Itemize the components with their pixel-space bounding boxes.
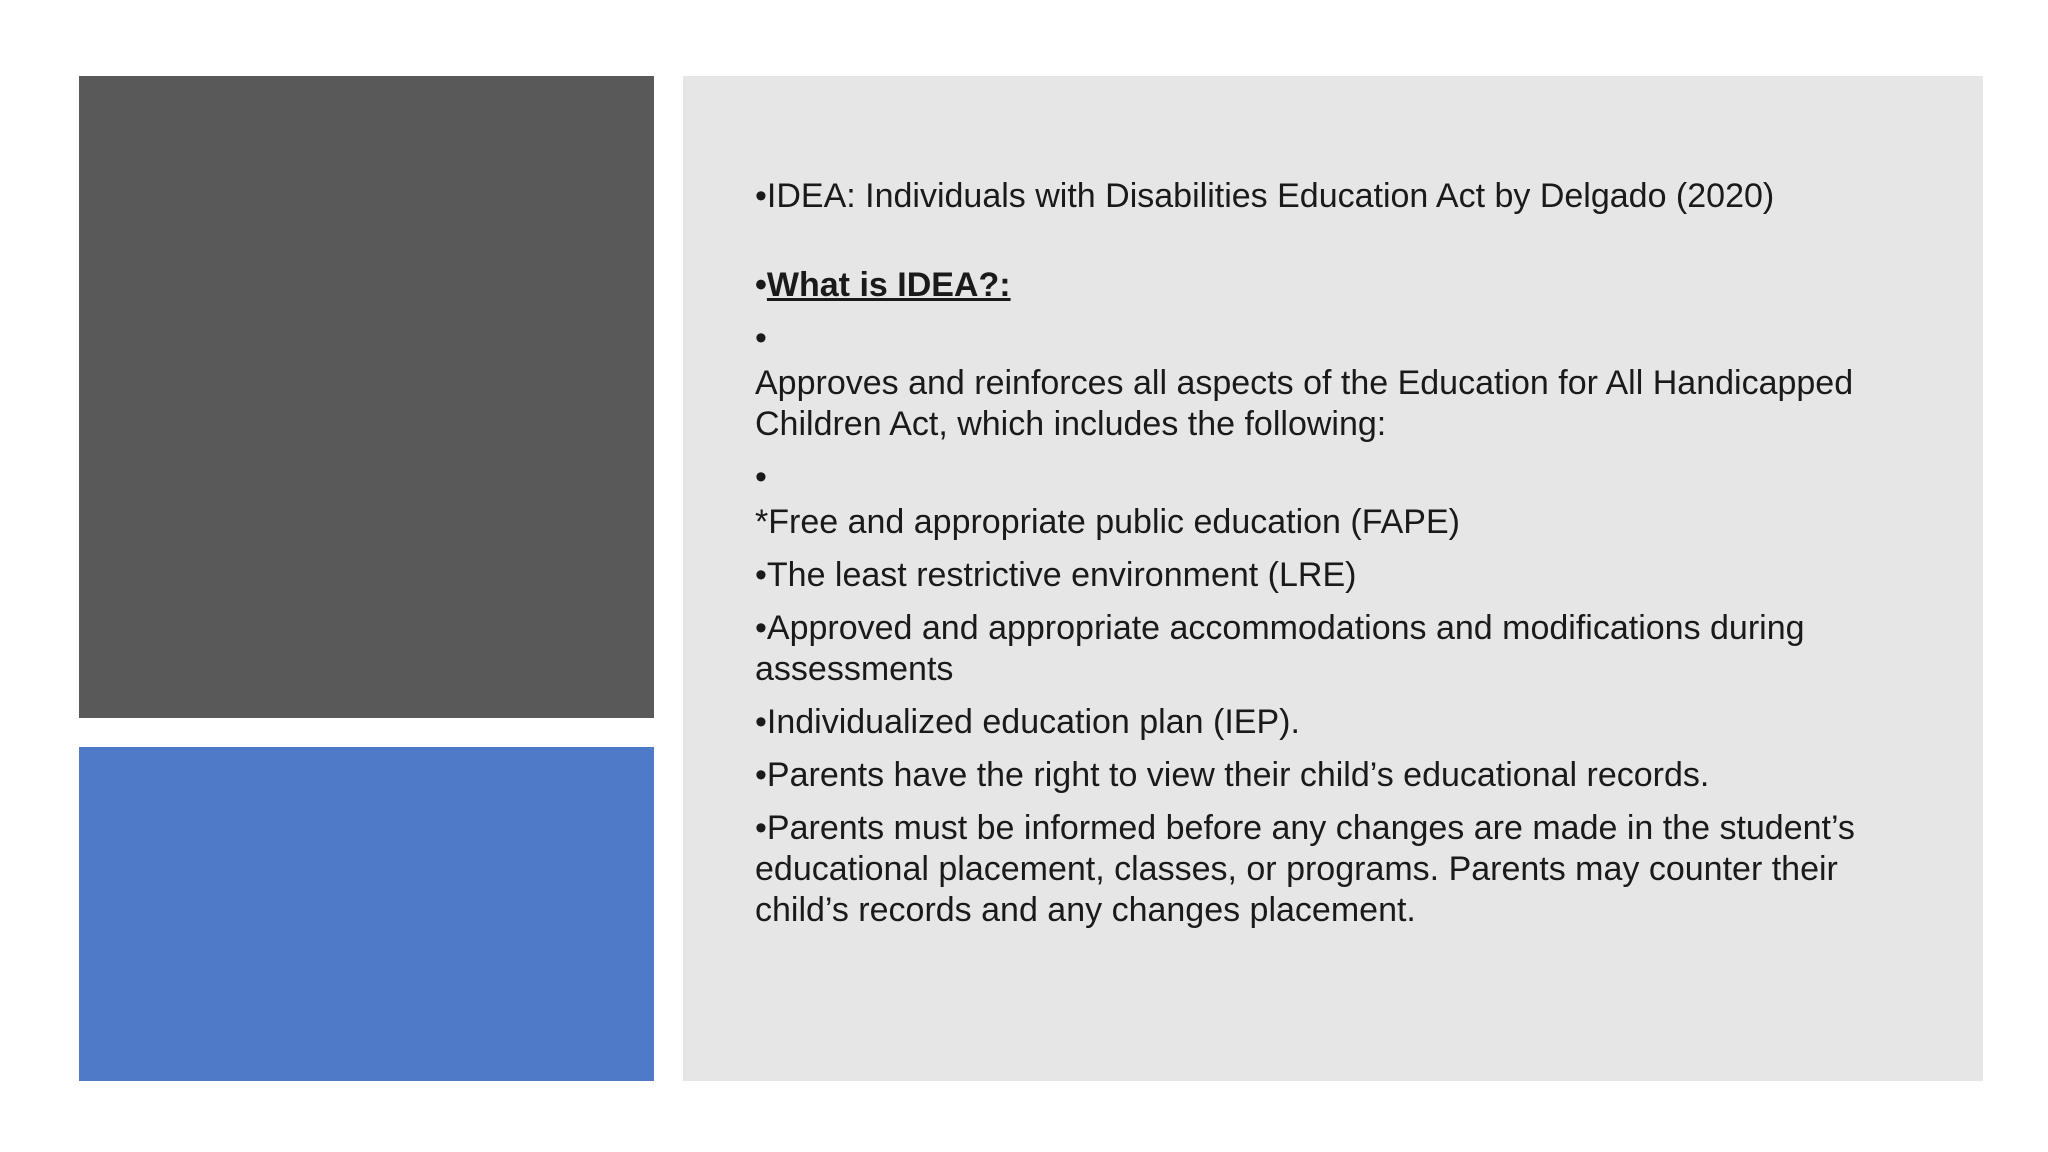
subheading bbox=[755, 265, 1935, 306]
list-item-records: •Parents have the right to view their child’s educational records. bbox=[755, 756, 1710, 794]
empty-bullet-2: • bbox=[755, 458, 767, 496]
blue-decorative-block bbox=[79, 747, 654, 1081]
list-item-informed: •Parents must be informed before any changes are made in the student’s educational placement, classes, or programs. Parents may counter their child’s records and any changes placement. bbox=[755, 809, 1855, 929]
source-line: •IDEA: Individuals with Disabilities Education Act by Delgado (2020) bbox=[755, 177, 1775, 215]
approves-paragraph: Approves and reinforces all aspects of the Education for All Handicapped Children Act, which includes the following: bbox=[755, 364, 1854, 443]
list-item-fape: *Free and appropriate public education (FAPE) bbox=[755, 503, 1460, 541]
list-item-accommodations: •Approved and appropriate accommodations and modifications during assessments bbox=[755, 609, 1805, 688]
empty-bullet-1: • bbox=[755, 319, 767, 357]
subheading-bullet: • bbox=[755, 266, 767, 304]
subheading-text: What is IDEA?: bbox=[766, 266, 1011, 304]
list-item-iep: •Individualized education plan (IEP). bbox=[755, 703, 1300, 741]
content-panel bbox=[683, 76, 1983, 1081]
list-item-lre: •The least restrictive environment (LRE) bbox=[755, 556, 1357, 594]
text-body bbox=[755, 176, 1935, 943]
dark-decorative-block bbox=[79, 76, 654, 718]
